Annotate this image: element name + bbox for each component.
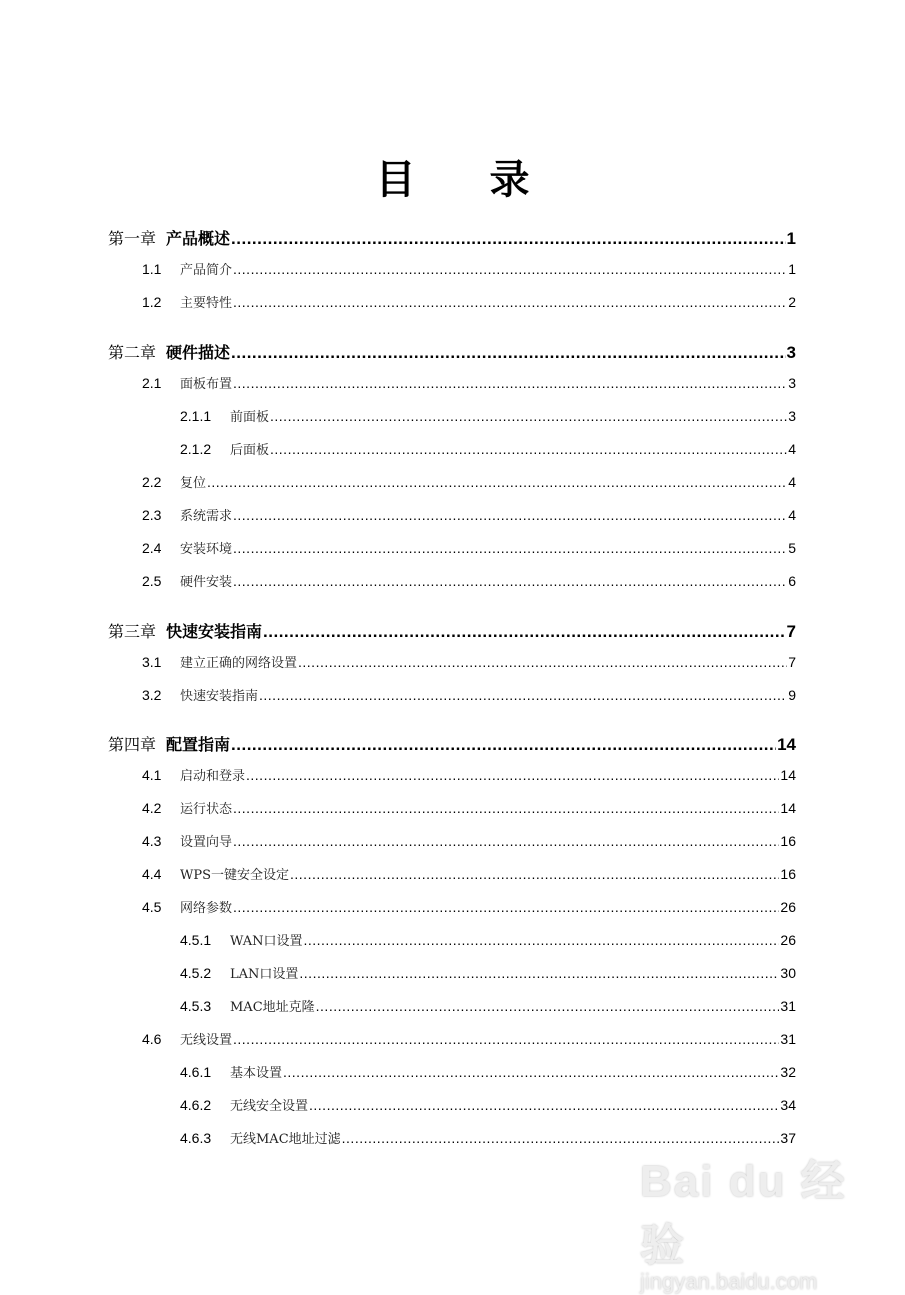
toc-page-number: 37	[780, 1130, 796, 1146]
toc-entry-number: 1.2	[142, 294, 162, 310]
toc-entry-number: 2.2	[142, 474, 162, 490]
baidu-watermark	[640, 1145, 860, 1294]
toc-entry-title: 面板布置	[180, 377, 233, 392]
toc-page-number: 16	[780, 866, 796, 882]
toc-page-number: 1	[788, 261, 796, 277]
toc-page-number: 14	[777, 735, 796, 754]
toc-chapter-entry[interactable]	[108, 340, 796, 362]
page-title: 目 录	[375, 157, 560, 203]
toc-entry-title: 运行状态	[180, 802, 233, 817]
toc-page-number: 31	[780, 998, 796, 1014]
toc-section-entry[interactable]	[108, 996, 796, 1018]
toc-entry-number: 3.2	[142, 687, 162, 703]
toc-entry-title: MAC地址克隆	[230, 1000, 315, 1015]
dot-leader	[263, 622, 786, 642]
toc-entry-title: 后面板	[230, 443, 270, 458]
toc-page-number: 1	[786, 229, 796, 248]
toc-entry-number: 2.1	[142, 375, 162, 391]
toc-section-entry[interactable]	[108, 538, 796, 560]
toc-page-number: 3	[786, 343, 796, 362]
toc-entry-number: 4.6.1	[180, 1064, 212, 1080]
dot-leader	[298, 654, 787, 670]
toc-entry-title: 产品简介	[180, 263, 233, 278]
toc-section-entry[interactable]	[108, 373, 796, 395]
toc-section-entry[interactable]	[108, 798, 796, 820]
dot-leader	[283, 1064, 779, 1080]
dot-leader	[207, 474, 787, 490]
toc-entry-number: 2.5	[142, 573, 162, 589]
toc-entry-number: 4.3	[142, 833, 162, 849]
toc-page-number: 5	[788, 540, 796, 556]
toc-page-number: 14	[780, 800, 796, 816]
baidu-logo-icon: Bai du 经验	[640, 1157, 847, 1270]
toc-page-number: 7	[786, 622, 796, 641]
toc-page-number: 32	[780, 1064, 796, 1080]
toc-entry-number: 第一章	[108, 229, 157, 248]
dot-leader	[233, 540, 787, 556]
toc-entry-number: 3.1	[142, 654, 162, 670]
dot-leader	[259, 687, 787, 703]
dot-leader	[303, 932, 779, 948]
toc-section-entry[interactable]	[108, 831, 796, 853]
toc-section-entry[interactable]	[108, 864, 796, 886]
toc-section-entry[interactable]	[108, 930, 796, 952]
toc-section-entry[interactable]	[108, 505, 796, 527]
toc-entry-number: 第二章	[108, 343, 157, 362]
toc-entry-title: 快速安装指南	[180, 689, 259, 704]
dot-leader	[233, 800, 779, 816]
toc-entry-title: WPS一键安全设定	[180, 868, 290, 883]
toc-page-number: 3	[788, 408, 796, 424]
toc-entry-title: 网络参数	[180, 901, 233, 916]
dot-leader	[233, 899, 779, 915]
toc-entry-title: WAN口设置	[230, 934, 303, 949]
toc-entry-title: 快速安装指南	[166, 622, 263, 641]
toc-entry-number: 4.1	[142, 767, 162, 783]
toc-chapter-entry[interactable]	[108, 226, 796, 248]
toc-page-number: 7	[788, 654, 796, 670]
toc-page-number: 6	[788, 573, 796, 589]
toc-section-entry[interactable]	[108, 765, 796, 787]
dot-leader	[270, 408, 787, 424]
toc-entry-number: 2.3	[142, 507, 162, 523]
toc-entry-title: LAN口设置	[230, 967, 299, 982]
toc-entry-number: 2.4	[142, 540, 162, 556]
toc-page-number: 34	[780, 1097, 796, 1113]
toc-section-entry[interactable]	[108, 1029, 796, 1051]
toc-entry-title: 主要特性	[180, 296, 233, 311]
dot-leader	[246, 767, 779, 783]
toc-section-entry[interactable]	[108, 652, 796, 674]
dot-leader	[231, 229, 786, 249]
toc-page-number: 14	[780, 767, 796, 783]
watermark-url: jingyan.baidu.com	[640, 1269, 818, 1294]
toc-page-number: 30	[780, 965, 796, 981]
toc-entry-number: 2.1.2	[180, 441, 212, 457]
toc-chapter-entry[interactable]	[108, 732, 796, 754]
dot-leader	[233, 573, 787, 589]
dot-leader	[233, 1031, 779, 1047]
toc-page-number: 16	[780, 833, 796, 849]
toc-entry-title: 建立正确的网络设置	[180, 656, 298, 671]
toc-section-entry[interactable]	[108, 1095, 796, 1117]
dot-leader	[299, 965, 779, 981]
toc-section-entry[interactable]	[108, 571, 796, 593]
dot-leader	[233, 507, 787, 523]
toc-entry-number: 4.5.2	[180, 965, 212, 981]
toc-entry-number: 1.1	[142, 261, 162, 277]
toc-page-number: 31	[780, 1031, 796, 1047]
toc-section-entry[interactable]	[108, 963, 796, 985]
toc-entry-title: 设置向导	[180, 835, 233, 850]
toc-section-entry[interactable]	[108, 292, 796, 314]
toc-section-entry[interactable]	[108, 439, 796, 461]
toc-entry-number: 4.4	[142, 866, 162, 882]
toc-section-entry[interactable]	[108, 472, 796, 494]
dot-leader	[309, 1097, 779, 1113]
toc-entry-number: 4.6.2	[180, 1097, 212, 1113]
toc-page-number: 26	[780, 932, 796, 948]
toc-entry-title: 硬件安装	[180, 575, 233, 590]
toc-entry-title: 配置指南	[166, 735, 231, 754]
toc-entry-title: 硬件描述	[166, 343, 231, 362]
dot-leader	[233, 294, 787, 310]
toc-entry-title: 启动和登录	[180, 769, 246, 784]
dot-leader	[290, 866, 779, 882]
toc-entry-number: 4.6	[142, 1031, 162, 1047]
toc-page-number: 26	[780, 899, 796, 915]
toc-page-number: 9	[788, 687, 796, 703]
toc-entry-title: 安装环境	[180, 542, 233, 557]
toc-page-number: 4	[788, 507, 796, 523]
toc-entry-title: 复位	[180, 476, 207, 491]
toc-entry-number: 4.5	[142, 899, 162, 915]
toc-section-entry[interactable]	[108, 259, 796, 281]
toc-section-entry[interactable]	[108, 406, 796, 428]
toc-entry-title: 无线安全设置	[230, 1099, 309, 1114]
toc-entry-title: 产品概述	[166, 229, 231, 248]
toc-page-number: 3	[788, 375, 796, 391]
toc-section-entry[interactable]	[108, 685, 796, 707]
dot-leader	[270, 441, 787, 457]
dot-leader	[233, 833, 779, 849]
toc-entry-number: 第四章	[108, 735, 157, 754]
toc-entry-number: 4.6.3	[180, 1130, 212, 1146]
toc-entry-number: 2.1.1	[180, 408, 212, 424]
toc-section-entry[interactable]	[108, 1062, 796, 1084]
toc-entry-number: 4.2	[142, 800, 162, 816]
toc-entry-title: 系统需求	[180, 509, 233, 524]
dot-leader	[233, 375, 787, 391]
toc-chapter-entry[interactable]	[108, 619, 796, 641]
dot-leader	[316, 998, 780, 1014]
dot-leader	[231, 735, 776, 755]
toc-entry-title: 无线MAC地址过滤	[230, 1132, 341, 1147]
toc-page-number: 4	[788, 441, 796, 457]
toc-entry-title: 前面板	[230, 410, 270, 425]
toc-section-entry[interactable]	[108, 897, 796, 919]
dot-leader	[231, 343, 786, 363]
toc-page-number: 4	[788, 474, 796, 490]
toc-page-number: 2	[788, 294, 796, 310]
toc-entry-number: 第三章	[108, 622, 157, 641]
dot-leader	[342, 1130, 780, 1146]
toc-entry-title: 基本设置	[230, 1066, 283, 1081]
toc-entry-title: 无线设置	[180, 1033, 233, 1048]
toc-entry-number: 4.5.3	[180, 998, 212, 1014]
toc-entry-number: 4.5.1	[180, 932, 212, 948]
dot-leader	[233, 261, 787, 277]
